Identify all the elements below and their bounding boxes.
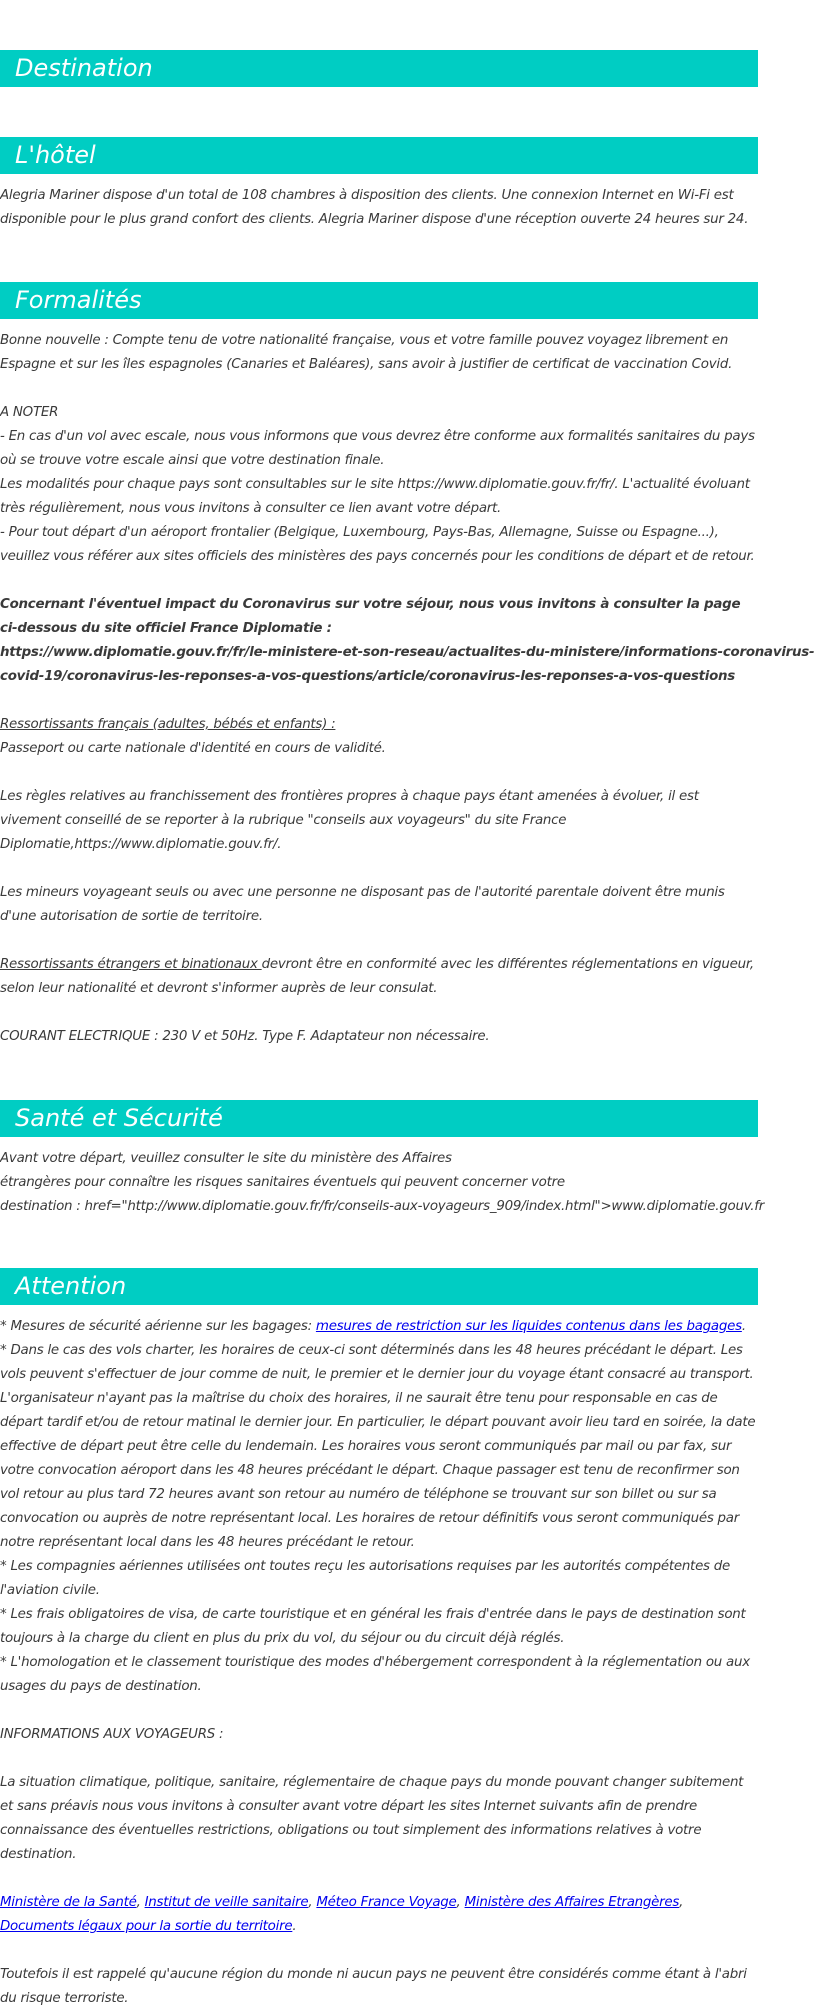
hotel-text: Alegria Mariner dispose d'un total de 108 chambres à disposition des clients. Une connexion Internet en Wi-Fi est disponible pour le plus grand confort des clients. Alegria Mariner dispose d'une réception ouverte 24 heures sur 24. [0,188,749,227]
french-nationals-heading: Ressortissants français (adultes, bébés et enfants) : [0,717,336,732]
security-suffix: . [741,1319,746,1334]
covid-url-line: https://www.diplomatie.gouv.fr/fr/le-ministere-et-son-reseau/actualites-du-ministere/informations-coronavirus- [0,645,814,660]
section-header-formalites: Formalités [0,282,758,319]
french-nationals-text: Passeport ou carte nationale d'identité en cours de validité. [0,741,386,756]
formalites-intro: Bonne nouvelle : Compte tenu de votre nationalité française, vous et votre famille pouvez voyagez librement en Espagne et sur les îles espagnoles (Canaries et Baléares), sans avoir à justifier de certificat de vaccination Covid. [0,333,733,372]
minors-text: Les mineurs voyageant seuls ou avec une personne ne disposant pas de l'autorité parentale doivent être munis d'une autorisation de sortie de territoire. [0,885,725,924]
covid-notice: Concernant l'éventuel impact du Coronavirus sur votre séjour, nous vous invitons à consulter la page ci-dessous du site officiel France Diplomatie : [0,597,741,636]
sante-text-line: étrangères pour connaître les risques sanitaires éventuels qui peuvent concerner votre [0,1175,565,1190]
link-institut-veille[interactable]: Institut de veille sanitaire [144,1895,309,1910]
link-separator: , [308,1895,317,1910]
link-meteo-france[interactable]: Méteo France Voyage [316,1895,457,1910]
link-affaires-etrangeres[interactable]: Ministère des Affaires Etrangères [464,1895,680,1910]
section-header-attention: Attention [0,1268,758,1305]
resource-links [0,1891,758,1939]
sante-text-line: destination : href="http://www.diplomatie.gouv.fr/fr/conseils-aux-voyageurs_909/index.html">www.diplomatie.gouv.fr [0,1199,765,1214]
link-separator: , [679,1895,684,1910]
sante-text-line: Avant votre départ, veuillez consulter le site du ministère des Affaires [0,1151,452,1166]
border-rules-text: Les règles relatives au franchissement des frontières propres à chaque pays étant amenées à évoluer, il est vivement conseillé de se reporter à la rubrique "conseils aux voyageurs" du site France Diplomatie,https://www.diplomatie.gouv.fr/. [0,789,699,852]
sante-content [0,1147,765,1219]
section-header-destination: Destination [0,50,758,87]
attention-content [0,1315,758,2011]
a-noter-item: - En cas d'un vol avec escale, nous vous informons que vous devrez être conforme aux formalités sanitaires du pays où se trouve votre escale ainsi que votre destination finale. [0,429,755,468]
link-documents-legaux[interactable]: Documents légaux pour la sortie du territoire [0,1919,293,1934]
link-end: . [292,1919,297,1934]
info-heading: INFORMATIONS AUX VOYAGEURS : [0,1727,224,1742]
foreign-nationals-text: devront être en conformité avec les différentes réglementations en vigueur, selon leur nationalité et devront s'informer auprès de leur consulat. [0,957,754,996]
hotel-description [0,184,758,232]
security-paragraph [0,1315,758,1339]
homologation-text: * L'homologation et le classement touristique des modes d'hébergement correspondent à la réglementation ou aux usages du pays de destination. [0,1655,750,1694]
covid-url-line: covid-19/coronavirus-les-reponses-a-vos-questions/article/coronavirus-les-reponses-a-vos-questions [0,669,736,684]
a-noter-item: Les modalités pour chaque pays sont consultables sur le site https://www.diplomatie.gouv.fr/fr/. L'actualité évoluant très régulièrement, nous vous invitons à consulter ce lien avant votre départ. [0,477,750,516]
electric-info: COURANT ELECTRIQUE : 230 V et 50Hz. Type F. Adaptateur non nécessaire. [0,1029,490,1044]
a-noter-item: - Pour tout départ d'un aéroport frontalier (Belgique, Luxembourg, Pays-Bas, Allemagne, Suisse ou Espagne...), veuillez vous référer aux sites officiels des ministères des pays concernés pour les conditions de départ et de retour. [0,525,755,564]
security-prefix: * Mesures de sécurité aérienne sur les bagages: [0,1319,316,1334]
link-separator: , [456,1895,465,1910]
fees-text: * Les frais obligatoires de visa, de carte touristique et en général les frais d'entrée dans le pays de destination sont toujours à la charge du client en plus du prix du vol, du séjour ou du circuit déjà réglés. [0,1607,746,1646]
terror-text: Toutefois il est rappelé qu'aucune région du monde ni aucun pays ne peuvent être considérés comme étant à l'abri du risque terroriste. [0,1967,747,2006]
foreign-nationals-paragraph [0,953,758,1001]
liquids-restriction-link[interactable]: mesures de restriction sur les liquides contenus dans les bagages [315,1319,742,1334]
foreign-nationals-heading: Ressortissants étrangers et binationaux [0,957,262,972]
section-header-sante: Santé et Sécurité [0,1100,758,1137]
a-noter-heading: A NOTER [0,405,59,420]
link-ministere-sante[interactable]: Ministère de la Santé [0,1895,137,1910]
formalites-content [0,329,814,1049]
airlines-text: * Les compagnies aériennes utilisées ont toutes reçu les autorisations requises par les autorités compétentes de l'aviation civile. [0,1559,731,1598]
charter-text: * Dans le cas des vols charter, les horaires de ceux-ci sont déterminés dans les 48 heures précédant le départ. Les vols peuvent s'effectuer de jour comme de nuit, le premier et le dernier jour du voyage étant consacré au transport. L'organisateur n'ayant pas la maîtrise du choix des horaires, il ne saurait être tenu pour responsable en cas de départ tardif et/ou de retour matinal le dernier jour. En particulier, le départ pouvant avoir lieu tard en soirée, la date effective de départ peut être celle du lendemain. Les horaires vous seront communiqués par mail ou par fax, sur votre convocation aéroport dans les 48 heures précédant le départ. Chaque passager est tenu de reconfirmer son vol retour au plus tard 72 heures avant son retour au numéro de téléphone se trouvant sur son billet ou sur sa convocation ou auprès de notre représentant local. Les horaires de retour définitifs vous seront communiqués par notre représentant local dans les 48 heures précédant le retour. [0,1343,756,1550]
link-separator: , [136,1895,145,1910]
section-header-hotel: L'hôtel [0,137,758,174]
climate-text: La situation climatique, politique, sanitaire, réglementaire de chaque pays du monde pouvant changer subitement et sans préavis nous vous invitons à consulter avant votre départ les sites Internet suivants afin de prendre connaissance des éventuelles restrictions, obligations ou tout simplement des informations relatives à votre destination. [0,1775,744,1862]
